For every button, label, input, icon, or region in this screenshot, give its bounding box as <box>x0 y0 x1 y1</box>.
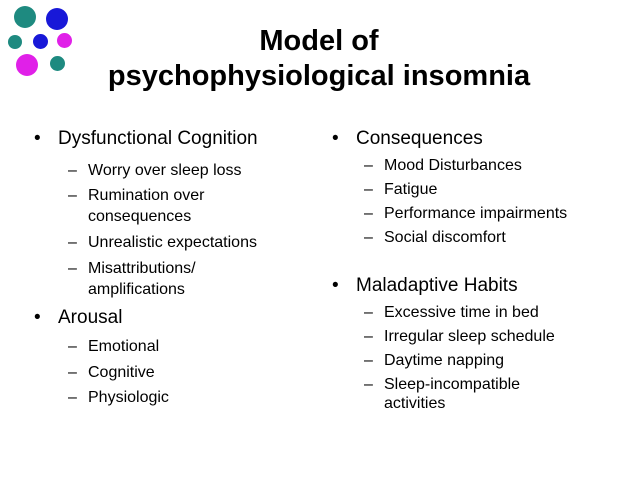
list-item: Mood Disturbances <box>384 157 522 174</box>
dash-marker: – <box>364 352 373 369</box>
dash-marker: – <box>364 181 373 198</box>
dash-marker: – <box>364 328 373 345</box>
title-line-2: psychophysiological insomnia <box>107 60 531 92</box>
list-item: Misattributions/ <box>88 260 196 277</box>
dash-marker: – <box>364 376 373 393</box>
bullet-marker: • <box>332 275 339 296</box>
dash-marker: – <box>68 187 77 204</box>
list-item: Excessive time in bed <box>384 304 539 321</box>
list-item: Fatigue <box>384 181 438 198</box>
dash-marker: – <box>364 229 373 246</box>
list-item: Worry over sleep loss <box>88 162 242 179</box>
list-item: Sleep-incompatible <box>384 376 521 393</box>
dash-marker: – <box>68 364 77 381</box>
list-item: Physiologic <box>88 389 169 406</box>
dash-marker: – <box>364 205 373 222</box>
dash-marker: – <box>68 162 77 179</box>
arousal-heading: Arousal <box>58 307 123 328</box>
dysfunctional-cognition-heading: Dysfunctional Cognition <box>58 128 258 149</box>
consequences-heading: Consequences <box>356 128 483 149</box>
title-line-1: Model of <box>259 25 379 57</box>
list-item: Social discomfort <box>384 229 506 246</box>
list-item: Emotional <box>88 338 160 355</box>
list-item: Unrealistic expectations <box>88 234 257 251</box>
dash-marker: – <box>68 338 77 355</box>
list-item: Performance impairments <box>384 205 568 222</box>
list-item: Irregular sleep schedule <box>384 328 555 345</box>
dash-marker: – <box>68 389 77 406</box>
bullet-marker: • <box>332 128 339 149</box>
slide-title <box>0 24 638 94</box>
list-item-continuation: activities <box>384 395 446 412</box>
bullet-marker: • <box>34 128 41 149</box>
dash-marker: – <box>68 234 77 251</box>
list-item: Daytime napping <box>384 352 505 369</box>
list-item-continuation: consequences <box>88 208 192 225</box>
dash-marker: – <box>364 157 373 174</box>
list-item: Rumination over <box>88 187 205 204</box>
bullet-marker: • <box>34 307 41 328</box>
maladaptive-habits-heading: Maladaptive Habits <box>356 275 518 296</box>
dash-marker: – <box>68 260 77 277</box>
list-item: Cognitive <box>88 364 155 381</box>
dash-marker: – <box>364 304 373 321</box>
list-item-continuation: amplifications <box>88 281 185 298</box>
